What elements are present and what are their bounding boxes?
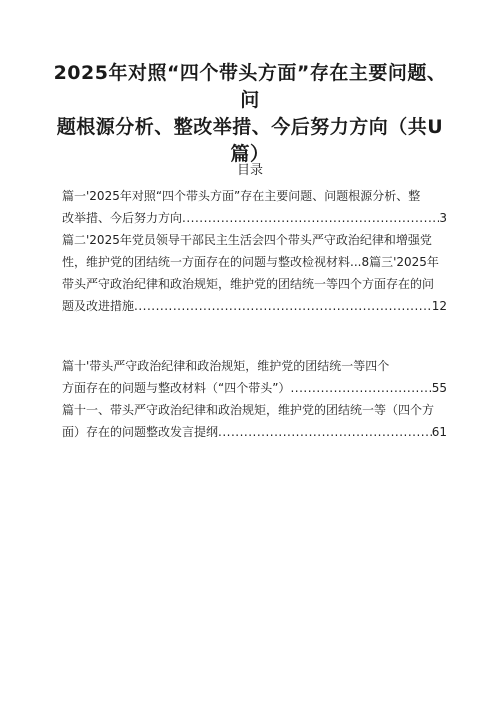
toc-line[interactable]	[62, 295, 447, 317]
document-title	[52, 60, 448, 168]
table-of-contents	[62, 185, 447, 317]
toc-line[interactable]	[62, 207, 447, 229]
table-of-contents-continued	[62, 355, 447, 443]
toc-entry-text: 篇十一、带头严守政治纪律和政治规矩，维护党的团结统一等（四个方	[62, 403, 435, 417]
toc-line[interactable]	[62, 355, 447, 377]
dot-leader	[182, 207, 439, 229]
dot-leader	[218, 421, 432, 443]
toc-heading: 目录	[236, 163, 263, 178]
title-line-2: 题根源分析、整改举措、今后努力方向（共U	[56, 116, 444, 138]
toc-page-number: 3	[439, 211, 447, 225]
toc-page-number: 55	[431, 381, 447, 395]
toc-line[interactable]	[62, 377, 447, 399]
toc-entry-text: 性，维护党的团结统一方面存在的问题与整改检视材料...8篇三'2025年	[62, 255, 439, 269]
toc-page-number: 12	[431, 299, 447, 313]
toc-entry-text: 改举措、今后努力方向	[62, 211, 183, 225]
toc-entry-text: 面）存在的问题整改发言提纲	[62, 425, 219, 439]
toc-line[interactable]	[62, 421, 447, 443]
toc-line[interactable]	[62, 229, 447, 251]
toc-entry-text: 篇一'2025年对照“四个带头方面”存在主要问题、问题根源分析、整	[62, 189, 421, 203]
dot-leader	[134, 295, 432, 317]
toc-line[interactable]	[62, 273, 447, 295]
toc-page-number: 61	[431, 425, 447, 439]
title-line-3: 篇）	[230, 143, 270, 165]
toc-line[interactable]	[62, 251, 447, 273]
toc-line[interactable]	[62, 399, 447, 421]
toc-entry-text: 题及改进措施	[62, 299, 135, 313]
toc-entry-text: 方面存在的问题与整改材料（“四个带头”）	[62, 381, 291, 395]
toc-entry-text: 篇十'带头严守政治纪律和政治规矩，维护党的团结统一等四个	[62, 359, 390, 373]
toc-entry-text: 篇二'2025年党员领导干部民主生活会四个带头严守政治纪律和增强党	[62, 233, 432, 247]
toc-entry-text: 带头严守政治纪律和政治规矩，维护党的团结统一等四个方面存在的问	[62, 277, 435, 291]
title-line-1: 2025年对照“四个带头方面”存在主要问题、问	[53, 62, 447, 111]
dot-leader	[290, 377, 431, 399]
toc-line[interactable]	[62, 185, 447, 207]
